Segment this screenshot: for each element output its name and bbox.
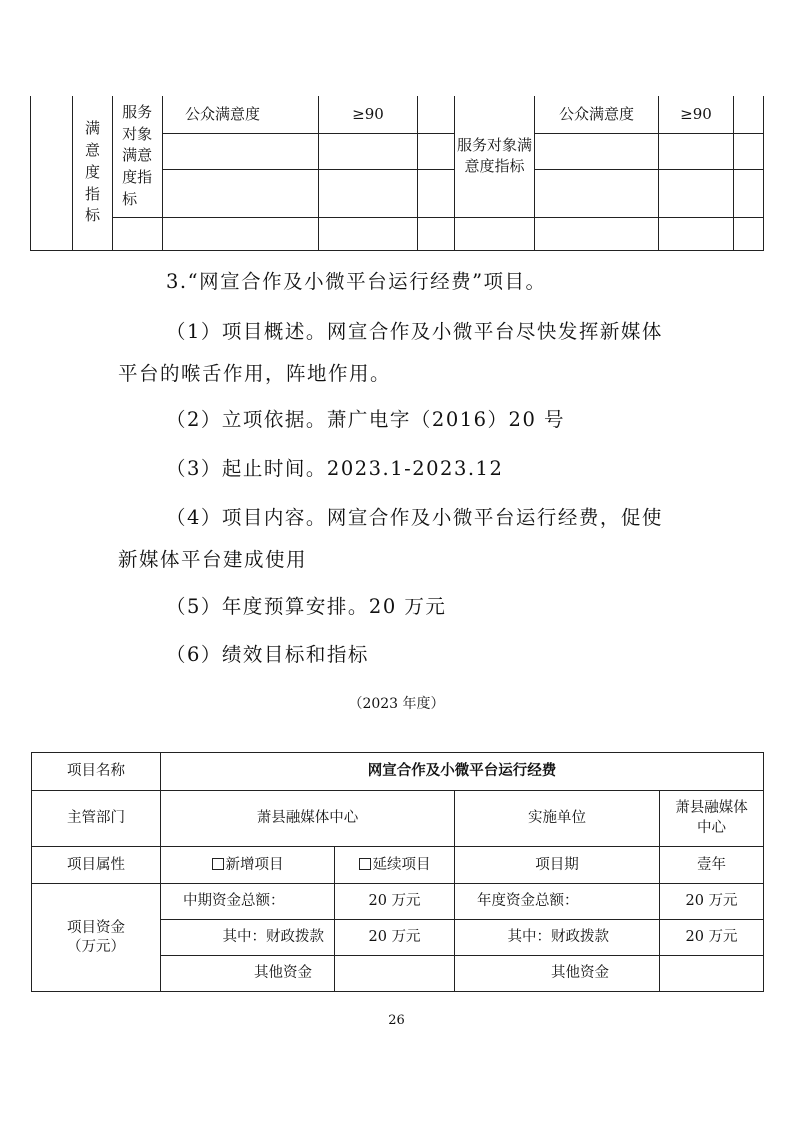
paragraph-budget: （5）年度预算安排。20 万元 <box>166 595 447 618</box>
indicator-cell: 公众满意度 <box>163 96 319 133</box>
paragraph-goals: （6）绩效目标和指标 <box>166 643 369 666</box>
fund-label: 项目资金 （万元） <box>32 884 161 992</box>
dept-label: 主管部门 <box>32 791 161 847</box>
blank-cell <box>319 217 418 250</box>
fiscal-label-right: 其中：财政拨款 <box>455 920 660 956</box>
attr-label: 项目属性 <box>32 847 161 884</box>
paragraph-basis: （2）立项依据。萧广电字（2016）20 号 <box>166 408 566 431</box>
checkbox-new <box>212 858 224 870</box>
blank-cell <box>163 133 319 169</box>
paragraph-content-line1: （4）项目内容。网宣合作及小微平台运行经费，促使 <box>166 506 663 529</box>
period-value: 壹年 <box>660 847 764 884</box>
performance-indicator-table <box>30 96 764 251</box>
period-label: 项目期 <box>455 847 660 884</box>
blank-cell <box>418 217 455 250</box>
blank-cell <box>734 217 764 250</box>
dept-value: 萧县融媒体中心 <box>161 791 455 847</box>
other-value <box>335 956 455 992</box>
blank-cell <box>113 217 163 250</box>
blank-cell <box>659 169 734 217</box>
mid-total-value: 20 万元 <box>335 884 455 920</box>
blank-cell <box>734 133 764 169</box>
sub-category-cell: 服务对象满意度指标 <box>113 96 163 217</box>
project-name-label: 项目名称 <box>32 753 161 791</box>
attr-new-option: 新增项目 <box>161 847 335 884</box>
paragraph-overview-line2: 平台的喉舌作用，阵地作用。 <box>118 362 392 385</box>
blank-cell <box>734 96 764 133</box>
paragraph-content-line2: 新媒体平台建成使用 <box>118 548 308 571</box>
blank-cell <box>31 96 73 250</box>
indicator-right-cell: 公众满意度 <box>535 96 659 133</box>
mid-total-label: 中期资金总额： <box>161 884 335 920</box>
blank-cell <box>418 133 455 169</box>
other-label: 其他资金 <box>161 956 335 992</box>
blank-cell <box>734 169 764 217</box>
section-heading: 3.“网宣合作及小微平台运行经费”项目。 <box>166 270 547 293</box>
blank-cell <box>535 133 659 169</box>
table-caption: （2023 年度） <box>348 696 445 712</box>
value-cell: ≥90 <box>319 96 418 133</box>
value-right-cell: ≥90 <box>659 96 734 133</box>
other-value-right <box>660 956 764 992</box>
blank-cell <box>418 96 455 133</box>
annual-total-label: 年度资金总额： <box>455 884 660 920</box>
checkbox-continue <box>359 858 371 870</box>
project-info-table <box>31 752 764 992</box>
blank-cell <box>319 133 418 169</box>
annual-total-value: 20 万元 <box>660 884 764 920</box>
blank-cell <box>659 133 734 169</box>
paragraph-overview-line1: （1）项目概述。网宣合作及小微平台尽快发挥新媒体 <box>166 320 663 343</box>
blank-cell <box>163 217 319 250</box>
blank-cell <box>319 169 418 217</box>
attr-cont-option: 延续项目 <box>335 847 455 884</box>
category-cell: 满意度指标 <box>73 96 113 250</box>
blank-cell <box>535 217 659 250</box>
other-label-right: 其他资金 <box>455 956 660 992</box>
blank-cell <box>659 217 734 250</box>
blank-cell <box>535 169 659 217</box>
blank-cell <box>418 169 455 217</box>
impl-value: 萧县融媒体中心 <box>660 791 764 847</box>
paragraph-period: （3）起止时间。2023.1-2023.12 <box>166 457 504 480</box>
blank-cell <box>455 217 535 250</box>
page-number: 26 <box>388 1013 405 1028</box>
fiscal-value: 20 万元 <box>335 920 455 956</box>
fiscal-label: 其中：财政拨款 <box>161 920 335 956</box>
fiscal-value-right: 20 万元 <box>660 920 764 956</box>
sub-category-right-cell: 服务对象满意度指标 <box>455 96 535 217</box>
blank-cell <box>163 169 319 217</box>
project-name-value: 网宣合作及小微平台运行经费 <box>161 753 764 791</box>
impl-label: 实施单位 <box>455 791 660 847</box>
